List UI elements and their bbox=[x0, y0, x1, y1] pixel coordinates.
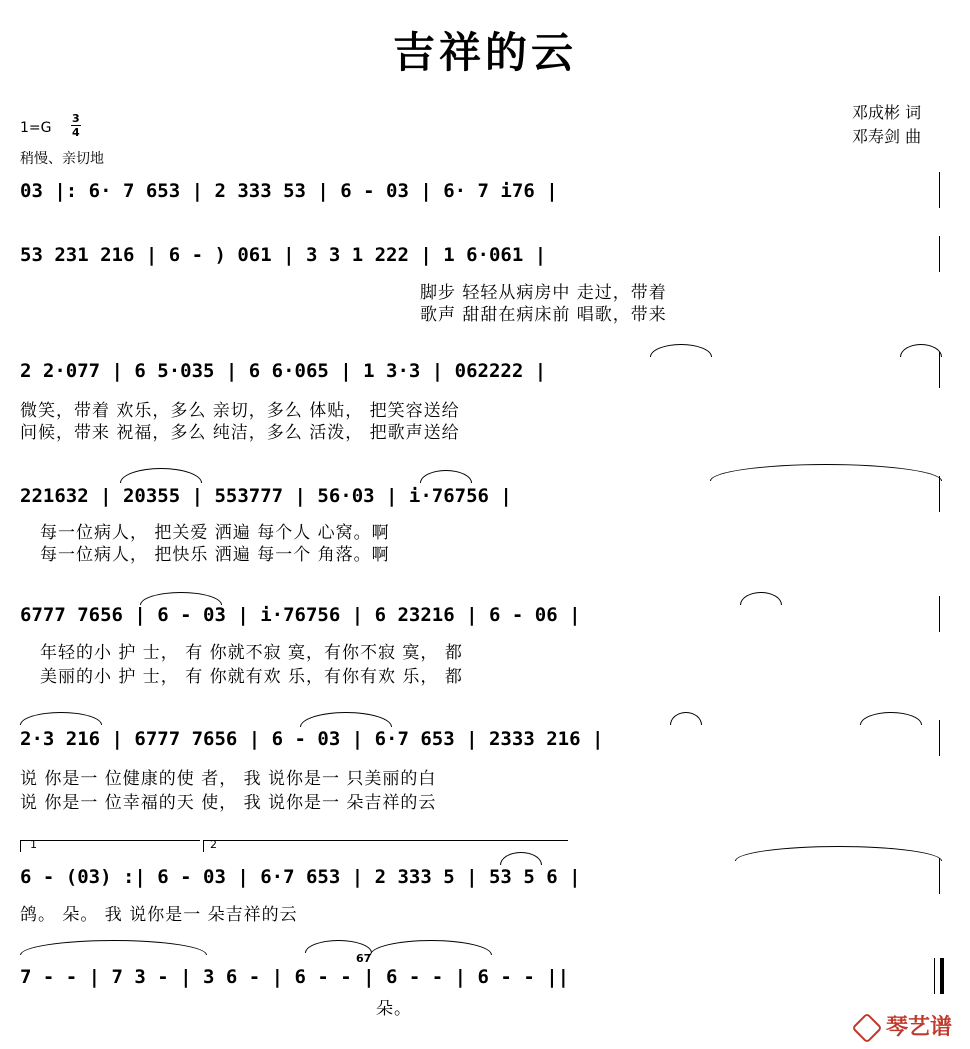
song-title: 吉祥的云 bbox=[392, 28, 577, 77]
lyrics-row-3-verse-2: 问候，带来 祝福，多么 纯洁，多么 活泼， 把歌声送给 bbox=[20, 423, 460, 443]
notes-row-4: 221632 | 20355 | 553777 | 56·03 | i·76756 | bbox=[20, 485, 512, 507]
notes-row-8: 7 - - | 7 3 - | 3 6 - | 6 - - | 6 - - | 6 - - || bbox=[20, 966, 570, 988]
lyrics-row-3-verse-1: 微笑，带着 欢乐，多么 亲切，多么 体贴， 把笑容送给 bbox=[20, 401, 460, 421]
volta-2-line bbox=[203, 840, 568, 841]
lyrics-row-6-verse-1: 说 你是一 位健康的使 者， 我 说你是一 只美丽的白 bbox=[20, 769, 437, 789]
watermark-text: 琴艺谱 bbox=[885, 1015, 952, 1040]
lyrics-row-6-verse-2: 说 你是一 位幸福的天 使， 我 说你是一 朵吉祥的云 bbox=[20, 793, 437, 813]
watermark-logo bbox=[856, 1010, 952, 1041]
notes-row-3: 2 2·077 | 6 5·035 | 6 6·065 | 1 3·3 | 062222 | bbox=[20, 360, 547, 382]
lyrics-row-4-verse-1: 每一位病人， 把关爱 洒遍 每个人 心窝。啊 bbox=[40, 523, 390, 543]
grace-note: 67 bbox=[356, 952, 372, 965]
lyrics-row-4-verse-2: 每一位病人， 把快乐 洒遍 每一个 角落。啊 bbox=[40, 545, 390, 565]
logo-icon bbox=[851, 1012, 882, 1043]
notes-row-1: 03 |: 6· 7 653 | 2 333 53 | 6 - 03 | 6· 7 i76 | bbox=[20, 180, 558, 202]
composer: 邓寿剑 曲 bbox=[852, 127, 922, 146]
tempo-marking: 稍慢、亲切地 bbox=[20, 151, 104, 167]
notes-row-2: 53 231 216 | 6 - ) 061 | 3 3 1 222 | 1 6·061 | bbox=[20, 244, 547, 266]
lyrics-row-2-verse-1: 脚步 轻轻从病房中 走过，带着 bbox=[420, 283, 667, 303]
lyrics-row-7: 鸽。 朵。 我 说你是一 朵吉祥的云 bbox=[20, 905, 298, 925]
lyrics-row-5-verse-1: 年轻的小 护 士， 有 你就不寂 寞，有你不寂 寞， 都 bbox=[40, 643, 463, 663]
volta-1-label: 1 bbox=[30, 838, 37, 851]
time-signature-bottom: 4 bbox=[72, 126, 80, 139]
volta-1-line bbox=[20, 840, 200, 841]
time-signature-top: 3 bbox=[72, 112, 80, 125]
volta-2-label: 2 bbox=[210, 838, 217, 851]
lyrics-row-5-verse-2: 美丽的小 护 士， 有 你就有欢 乐，有你有欢 乐， 都 bbox=[40, 667, 463, 687]
lyrics-row-8: 朵。 bbox=[376, 999, 412, 1019]
lyrics-row-2-verse-2: 歌声 甜甜在病床前 唱歌，带来 bbox=[420, 305, 667, 325]
notes-row-5: 6777 7656 | 6 - 03 | i·76756 | 6 23216 | 6 - 06 | bbox=[20, 604, 581, 626]
lyricist: 邓成彬 词 bbox=[852, 103, 922, 122]
key-signature: 1=G bbox=[20, 120, 52, 136]
notes-row-7: 6 - (03) :| 6 - 03 | 6·7 653 | 2 333 5 | 53 5 6 | bbox=[20, 866, 581, 888]
notes-row-6: 2·3 216 | 6777 7656 | 6 - 03 | 6·7 653 | 2333 216 | bbox=[20, 728, 604, 750]
